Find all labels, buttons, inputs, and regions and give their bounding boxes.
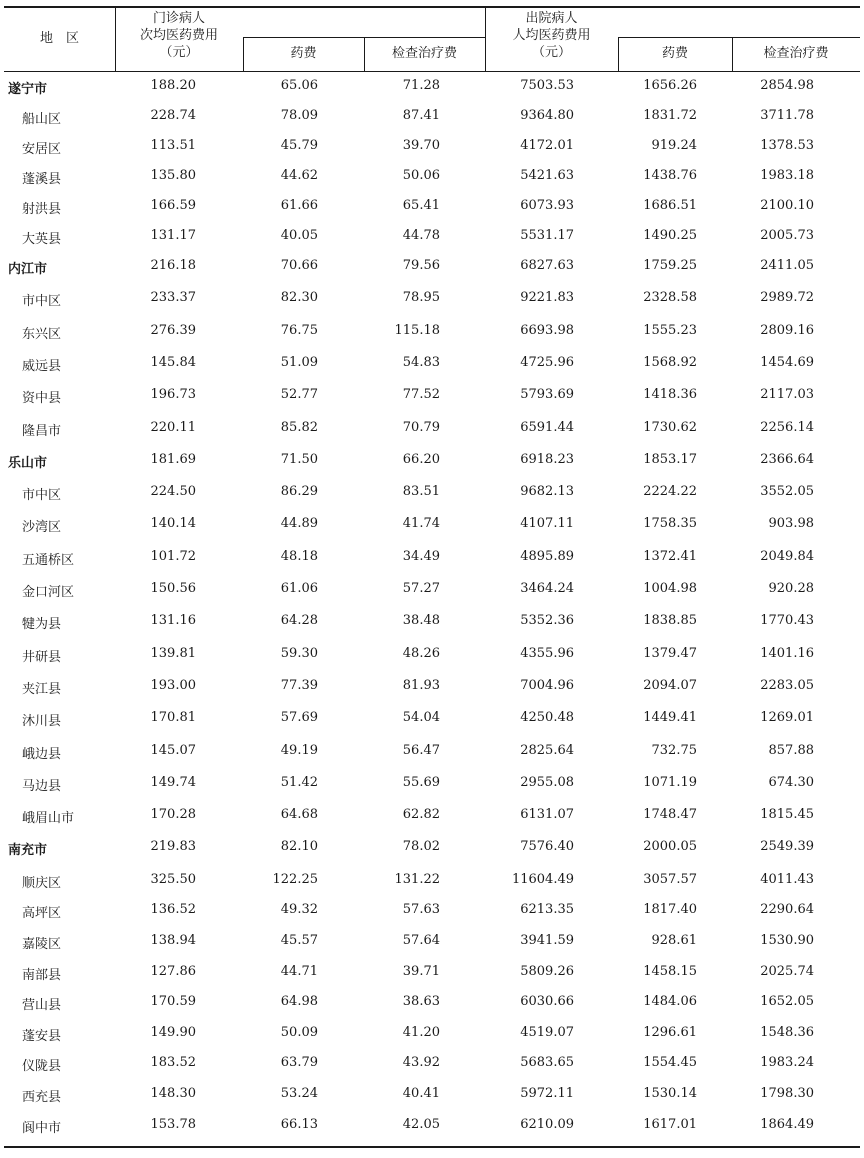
header-outpatient-line3: （元）: [159, 45, 199, 60]
inpatient-exam-cell: 920.28: [768, 581, 814, 596]
outpatient-avg-cell: 166.59: [150, 198, 196, 213]
table-row: [0, 192, 864, 224]
outpatient-avg-cell: 131.16: [150, 613, 196, 629]
outpatient-exam-cell: 79.56: [402, 258, 440, 273]
inpatient-drug-cell: 1853.17: [643, 451, 697, 467]
inpatient-exam-cell: 674.30: [768, 774, 814, 790]
inpatient-avg-cell: 6131.07: [520, 807, 574, 823]
region-name: 营山县: [22, 998, 62, 1014]
outpatient-exam-cell: 57.27: [402, 581, 440, 596]
inpatient-drug-cell: 1071.19: [643, 774, 697, 790]
inpatient-drug-cell: 1004.98: [643, 581, 697, 596]
outpatient-exam-cell: 40.41: [402, 1085, 440, 1101]
inpatient-exam-cell: 2100.10: [760, 198, 814, 213]
region-name: 市中区: [22, 294, 62, 310]
bottom-rule: [4, 1146, 860, 1148]
outpatient-avg-cell: 113.51: [150, 138, 196, 153]
outpatient-exam-cell: 41.20: [402, 1024, 440, 1040]
table-row: [0, 704, 864, 736]
outpatient-drug-cell: 64.68: [280, 807, 318, 823]
outpatient-drug-cell: 70.66: [280, 258, 318, 273]
inpatient-drug-cell: 1555.23: [643, 322, 697, 338]
inpatient-avg-cell: 9221.83: [520, 290, 574, 306]
inpatient-avg-cell: 7004.96: [520, 677, 574, 693]
outpatient-drug-cell: 49.19: [280, 742, 318, 758]
inpatient-avg-cell: 4519.07: [520, 1024, 574, 1040]
outpatient-exam-cell: 57.63: [402, 902, 440, 918]
inpatient-avg-cell: 7503.53: [520, 78, 574, 93]
region-name: 夹江县: [22, 681, 62, 697]
inpatient-drug-cell: 2224.22: [643, 484, 697, 500]
outpatient-exam-cell: 48.26: [402, 645, 440, 661]
outpatient-avg-cell: 276.39: [150, 322, 196, 338]
inpatient-exam-cell: 2283.05: [760, 677, 814, 693]
outpatient-drug-cell: 50.09: [280, 1024, 318, 1040]
outpatient-avg-cell: 220.11: [150, 419, 196, 435]
outpatient-avg-cell: 149.74: [150, 774, 196, 790]
region-name: 马边县: [22, 778, 62, 794]
inpatient-drug-cell: 1748.47: [643, 807, 697, 823]
outpatient-avg-cell: 131.17: [150, 228, 196, 243]
table-row: [0, 1111, 864, 1143]
region-name: 峨眉山市: [22, 811, 75, 827]
region-name: 隆昌市: [22, 423, 62, 439]
table-row: [0, 317, 864, 349]
table-row: [0, 801, 864, 833]
table-row: [0, 1049, 864, 1081]
header-outpatient-exam: 检查治疗费: [391, 46, 457, 61]
header-inpatient: [485, 10, 618, 61]
table-row: [0, 672, 864, 704]
header-inpatient-drug: 药费: [661, 46, 688, 61]
inpatient-exam-cell: 1652.05: [760, 994, 814, 1010]
inpatient-avg-cell: 6073.93: [520, 198, 574, 213]
inpatient-avg-cell: 5352.36: [520, 613, 574, 629]
region-name: 高坪区: [22, 906, 62, 922]
outpatient-avg-cell: 145.07: [150, 742, 196, 758]
inpatient-exam-cell: 1269.01: [760, 710, 814, 726]
outpatient-drug-cell: 65.06: [280, 78, 318, 93]
city-row: [0, 252, 864, 284]
inpatient-drug-cell: 1484.06: [643, 994, 697, 1010]
header-inpatient-line3: （元）: [531, 45, 571, 60]
table-row: [0, 381, 864, 413]
outpatient-drug-cell: 66.13: [280, 1116, 318, 1132]
top-rule: [4, 6, 860, 8]
table-row: [0, 478, 864, 510]
outpatient-avg-cell: 170.59: [150, 994, 196, 1010]
inpatient-drug-cell: 1831.72: [643, 108, 697, 123]
inpatient-avg-cell: 7576.40: [520, 839, 574, 855]
header-outpatient: [115, 10, 243, 61]
outpatient-avg-cell: 233.37: [150, 290, 196, 306]
table-row: [0, 866, 864, 898]
outpatient-avg-cell: 139.81: [150, 645, 196, 661]
outpatient-drug-cell: 61.06: [280, 581, 318, 596]
outpatient-avg-cell: 224.50: [150, 484, 196, 500]
outpatient-exam-cell: 38.63: [402, 994, 440, 1010]
outpatient-avg-cell: 228.74: [150, 108, 196, 123]
inpatient-drug-cell: 1554.45: [643, 1055, 697, 1071]
inpatient-exam-cell: 1983.18: [760, 168, 814, 183]
inpatient-avg-cell: 5421.63: [520, 168, 574, 183]
region-name: 嘉陵区: [22, 936, 62, 952]
outpatient-drug-cell: 44.62: [280, 168, 318, 183]
table-row: [0, 737, 864, 769]
inpatient-sub-rule: [618, 37, 860, 38]
outpatient-drug-cell: 86.29: [280, 484, 318, 500]
inpatient-avg-cell: 4355.96: [520, 645, 574, 661]
outpatient-avg-cell: 145.84: [150, 354, 196, 370]
table-row: [0, 222, 864, 254]
table-row: [0, 1019, 864, 1051]
outpatient-avg-cell: 149.90: [150, 1024, 196, 1040]
outpatient-avg-cell: 148.30: [150, 1085, 196, 1101]
inpatient-drug-cell: 1379.47: [643, 645, 697, 661]
region-name: 南部县: [22, 967, 62, 983]
city-row: [0, 446, 864, 478]
outpatient-exam-cell: 78.02: [402, 839, 440, 855]
table-row: [0, 927, 864, 959]
outpatient-drug-cell: 53.24: [280, 1085, 318, 1101]
outpatient-drug-cell: 51.09: [280, 354, 318, 370]
outpatient-exam-cell: 41.74: [402, 516, 440, 532]
inpatient-avg-cell: 4250.48: [520, 710, 574, 726]
region-name: 船山区: [22, 112, 62, 127]
inpatient-drug-cell: 1817.40: [643, 902, 697, 918]
outpatient-drug-cell: 44.89: [280, 516, 318, 532]
outpatient-avg-cell: 193.00: [150, 677, 196, 693]
table-row: [0, 640, 864, 672]
inpatient-exam-cell: 2117.03: [760, 387, 814, 403]
region-name: 沙湾区: [22, 520, 62, 536]
header-inpatient-exam: 检查治疗费: [763, 46, 829, 61]
table-row: [0, 988, 864, 1020]
table-row: [0, 607, 864, 639]
outpatient-drug-cell: 57.69: [280, 710, 318, 726]
outpatient-avg-cell: 196.73: [150, 387, 196, 403]
outpatient-drug-cell: 77.39: [280, 677, 318, 693]
inpatient-exam-cell: 857.88: [768, 742, 814, 758]
inpatient-avg-cell: 6030.66: [520, 994, 574, 1010]
outpatient-exam-cell: 77.52: [402, 387, 440, 403]
outpatient-exam-cell: 43.92: [402, 1055, 440, 1071]
outpatient-exam-cell: 54.83: [402, 354, 440, 370]
inpatient-avg-cell: 3464.24: [520, 581, 574, 596]
outpatient-drug-cell: 48.18: [280, 548, 318, 564]
table-row: [0, 769, 864, 801]
inpatient-avg-cell: 5793.69: [520, 387, 574, 403]
outpatient-avg-cell: 127.86: [150, 963, 196, 979]
outpatient-exam-cell: 65.41: [402, 198, 440, 213]
table-row: [0, 414, 864, 446]
region-name: 威远县: [22, 358, 62, 374]
region-name: 射洪县: [22, 202, 62, 217]
inpatient-exam-cell: 2290.64: [760, 902, 814, 918]
outpatient-exam-cell: 39.70: [402, 138, 440, 153]
inpatient-exam-cell: 1454.69: [760, 354, 814, 370]
inpatient-drug-cell: 1730.62: [643, 419, 697, 435]
inpatient-exam-cell: 2049.84: [760, 548, 814, 564]
inpatient-avg-cell: 9682.13: [520, 484, 574, 500]
inpatient-drug-cell: 2328.58: [643, 290, 697, 306]
inpatient-avg-cell: 4107.11: [520, 516, 574, 532]
table-row: [0, 349, 864, 381]
outpatient-exam-cell: 50.06: [402, 168, 440, 183]
inpatient-exam-cell: 2989.72: [760, 290, 814, 306]
table-row: [0, 510, 864, 542]
outpatient-avg-cell: 188.20: [150, 78, 196, 93]
outpatient-drug-cell: 82.30: [280, 290, 318, 306]
inpatient-exam-cell: 2025.74: [760, 963, 814, 979]
outpatient-exam-cell: 56.47: [402, 742, 440, 758]
outpatient-avg-cell: 183.52: [150, 1055, 196, 1071]
inpatient-avg-cell: 6827.63: [520, 258, 574, 273]
outpatient-exam-cell: 66.20: [402, 451, 440, 467]
table-row: [0, 1080, 864, 1112]
inpatient-avg-cell: 6693.98: [520, 322, 574, 338]
inpatient-avg-cell: 5809.26: [520, 963, 574, 979]
inpatient-drug-cell: 1617.01: [643, 1116, 697, 1132]
outpatient-exam-cell: 131.22: [394, 871, 440, 887]
inpatient-exam-cell: 2366.64: [760, 451, 814, 467]
outpatient-avg-cell: 140.14: [150, 516, 196, 532]
outpatient-exam-cell: 54.04: [402, 710, 440, 726]
outpatient-drug-cell: 51.42: [280, 774, 318, 790]
inpatient-avg-cell: 4172.01: [520, 138, 574, 153]
inpatient-exam-cell: 1983.24: [760, 1055, 814, 1071]
outpatient-exam-cell: 44.78: [402, 228, 440, 243]
outpatient-exam-cell: 42.05: [402, 1116, 440, 1132]
inpatient-exam-cell: 1548.36: [760, 1024, 814, 1040]
inpatient-drug-cell: 1686.51: [643, 198, 697, 213]
region-name: 南充市: [8, 843, 48, 859]
inpatient-exam-cell: 2854.98: [760, 78, 814, 93]
inpatient-drug-cell: 3057.57: [643, 871, 697, 887]
inpatient-drug-cell: 1372.41: [643, 548, 697, 564]
region-name: 大英县: [22, 232, 62, 247]
inpatient-avg-cell: 3941.59: [520, 932, 574, 948]
region-name: 仪陇县: [22, 1059, 62, 1075]
outpatient-drug-cell: 76.75: [280, 322, 318, 338]
outpatient-drug-cell: 64.28: [280, 613, 318, 629]
inpatient-exam-cell: 1378.53: [760, 138, 814, 153]
inpatient-avg-cell: 2825.64: [520, 742, 574, 758]
inpatient-avg-cell: 5683.65: [520, 1055, 574, 1071]
inpatient-drug-cell: 1418.36: [643, 387, 697, 403]
outpatient-drug-cell: 40.05: [280, 228, 318, 243]
outpatient-exam-cell: 70.79: [402, 419, 440, 435]
inpatient-drug-cell: 1656.26: [643, 78, 697, 93]
outpatient-avg-cell: 181.69: [150, 451, 196, 467]
region-name: 沐川县: [22, 714, 62, 730]
outpatient-avg-cell: 153.78: [150, 1116, 196, 1132]
region-name: 蓬溪县: [22, 172, 62, 187]
inpatient-avg-cell: 9364.80: [520, 108, 574, 123]
outpatient-drug-cell: 61.66: [280, 198, 318, 213]
table-row: [0, 102, 864, 134]
region-name: 市中区: [22, 488, 62, 504]
outpatient-exam-cell: 34.49: [402, 548, 440, 564]
outpatient-drug-cell: 44.71: [280, 963, 318, 979]
outpatient-avg-cell: 170.28: [150, 807, 196, 823]
region-name: 东兴区: [22, 326, 62, 342]
region-name: 犍为县: [22, 617, 62, 633]
outpatient-drug-cell: 85.82: [280, 419, 318, 435]
outpatient-exam-cell: 83.51: [402, 484, 440, 500]
inpatient-exam-cell: 1401.16: [760, 645, 814, 661]
outpatient-avg-cell: 325.50: [150, 871, 196, 887]
outpatient-exam-cell: 62.82: [402, 807, 440, 823]
inpatient-drug-cell: 1296.61: [643, 1024, 697, 1040]
inpatient-exam-cell: 1864.49: [760, 1116, 814, 1132]
inpatient-avg-cell: 5531.17: [520, 228, 574, 243]
outpatient-exam-cell: 71.28: [402, 78, 440, 93]
inpatient-exam-cell: 1815.45: [760, 807, 814, 823]
inpatient-avg-cell: 11604.49: [511, 871, 574, 887]
inpatient-exam-cell: 2256.14: [760, 419, 814, 435]
outpatient-exam-cell: 55.69: [402, 774, 440, 790]
outpatient-drug-cell: 49.32: [280, 902, 318, 918]
table-row: [0, 284, 864, 316]
inpatient-drug-cell: 2000.05: [643, 839, 697, 855]
outpatient-drug-cell: 64.98: [280, 994, 318, 1010]
region-name: 金口河区: [22, 585, 75, 600]
inpatient-drug-cell: 1490.25: [643, 228, 697, 243]
inpatient-drug-cell: 1838.85: [643, 613, 697, 629]
table-row: [0, 958, 864, 990]
header-outpatient-line1: 门诊病人: [152, 11, 205, 26]
inpatient-drug-cell: 1449.41: [643, 710, 697, 726]
outpatient-avg-cell: 150.56: [150, 581, 196, 596]
header-region: 地 区: [39, 31, 79, 46]
table-header: [0, 0, 864, 72]
header-outpatient-drug: 药费: [290, 46, 317, 61]
outpatient-exam-cell: 39.71: [402, 963, 440, 979]
region-name: 资中县: [22, 391, 62, 407]
outpatient-exam-cell: 81.93: [402, 677, 440, 693]
inpatient-avg-cell: 4895.89: [520, 548, 574, 564]
table-row: [0, 896, 864, 928]
header-inpatient-line1: 出院病人: [525, 11, 578, 26]
inpatient-exam-cell: 3711.78: [760, 108, 814, 123]
inpatient-drug-cell: 928.61: [651, 932, 697, 948]
city-row: [0, 72, 864, 104]
outpatient-drug-cell: 122.25: [272, 871, 318, 887]
outpatient-exam-cell: 87.41: [402, 108, 440, 123]
inpatient-drug-cell: 1458.15: [643, 963, 697, 979]
inpatient-drug-cell: 1759.25: [643, 258, 697, 273]
outpatient-drug-cell: 82.10: [280, 839, 318, 855]
region-name: 遂宁市: [8, 82, 48, 97]
header-outpatient-line2: 次均医药费用: [139, 28, 218, 43]
region-name: 内江市: [8, 262, 48, 277]
region-name: 峨边县: [22, 746, 62, 762]
region-name: 乐山市: [8, 455, 48, 471]
inpatient-avg-cell: 6213.35: [520, 902, 574, 918]
outpatient-avg-cell: 136.52: [150, 902, 196, 918]
outpatient-drug-cell: 45.79: [280, 138, 318, 153]
table-row: [0, 575, 864, 607]
inpatient-avg-cell: 6591.44: [520, 419, 574, 435]
region-name: 西充县: [22, 1089, 62, 1105]
inpatient-exam-cell: 1530.90: [760, 932, 814, 948]
outpatient-exam-cell: 115.18: [394, 322, 440, 338]
outpatient-drug-cell: 63.79: [280, 1055, 318, 1071]
inpatient-exam-cell: 2411.05: [760, 258, 814, 273]
outpatient-avg-cell: 219.83: [150, 839, 196, 855]
outpatient-drug-cell: 78.09: [280, 108, 318, 123]
city-row: [0, 833, 864, 865]
inpatient-exam-cell: 1798.30: [760, 1085, 814, 1101]
outpatient-avg-cell: 135.80: [150, 168, 196, 183]
outpatient-avg-cell: 216.18: [150, 258, 196, 273]
inpatient-avg-cell: 6918.23: [520, 451, 574, 467]
region-name: 安居区: [22, 142, 62, 157]
inpatient-drug-cell: 732.75: [651, 742, 697, 758]
region-name: 顺庆区: [22, 875, 62, 891]
region-name: 阆中市: [22, 1120, 62, 1136]
inpatient-exam-cell: 2005.73: [760, 228, 814, 243]
table-row: [0, 543, 864, 575]
inpatient-exam-cell: 903.98: [768, 516, 814, 532]
outpatient-exam-cell: 78.95: [402, 290, 440, 306]
region-name: 五通桥区: [22, 552, 75, 568]
inpatient-drug-cell: 919.24: [651, 138, 697, 153]
outpatient-drug-cell: 52.77: [280, 387, 318, 403]
inpatient-exam-cell: 2809.16: [760, 322, 814, 338]
inpatient-drug-cell: 1438.76: [643, 168, 697, 183]
outpatient-drug-cell: 45.57: [280, 932, 318, 948]
outpatient-avg-cell: 170.81: [150, 710, 196, 726]
inpatient-drug-cell: 1530.14: [643, 1085, 697, 1101]
header-inpatient-line2: 人均医药费用: [512, 28, 591, 43]
inpatient-drug-cell: 1758.35: [643, 516, 697, 532]
inpatient-avg-cell: 5972.11: [520, 1085, 574, 1101]
inpatient-exam-cell: 4011.43: [760, 871, 814, 887]
inpatient-drug-cell: 1568.92: [643, 354, 697, 370]
outpatient-drug-cell: 59.30: [280, 645, 318, 661]
outpatient-exam-cell: 38.48: [402, 613, 440, 629]
inpatient-exam-cell: 1770.43: [760, 613, 814, 629]
inpatient-exam-cell: 2549.39: [760, 839, 814, 855]
outpatient-avg-cell: 101.72: [150, 548, 196, 564]
inpatient-avg-cell: 4725.96: [520, 354, 574, 370]
inpatient-exam-cell: 3552.05: [760, 484, 814, 500]
region-name: 蓬安县: [22, 1028, 62, 1044]
inpatient-avg-cell: 2955.08: [520, 774, 574, 790]
table-row: [0, 162, 864, 194]
table-row: [0, 132, 864, 164]
inpatient-drug-cell: 2094.07: [643, 677, 697, 693]
outpatient-drug-cell: 71.50: [280, 451, 318, 467]
outpatient-avg-cell: 138.94: [150, 932, 196, 948]
outpatient-exam-cell: 57.64: [402, 932, 440, 948]
inpatient-avg-cell: 6210.09: [520, 1116, 574, 1132]
region-name: 井研县: [22, 649, 62, 665]
